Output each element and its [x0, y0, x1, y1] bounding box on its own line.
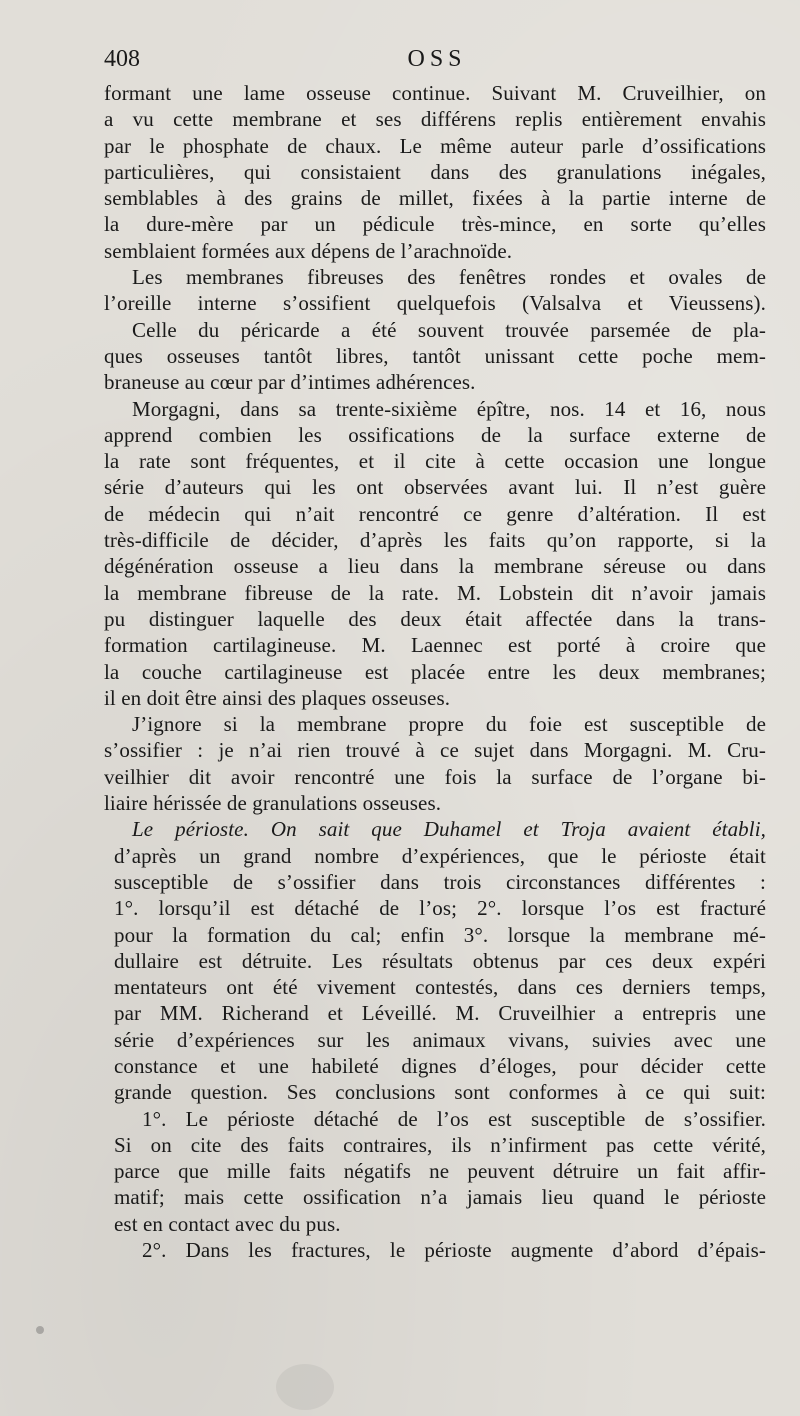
text-line: Morgagni, dans sa trente-sixième épître, nos. 14 et 16, nous: [132, 396, 766, 421]
text-line: Le périoste. On sait que Duhamel et Troja avaient établi,: [132, 817, 766, 842]
text-line: série d’auteurs qui les ont observées avant lui. Il n’est guère: [104, 475, 766, 500]
text-line: dullaire est détruite. Les résultats obtenus par ces deux expéri: [114, 948, 766, 973]
text-line: Celle du péricarde a été souvent trouvée parsemée de pla-: [132, 317, 766, 342]
text-line: l’oreille interne s’ossifient quelquefois (Valsalva et Vieussens).: [104, 291, 766, 316]
text-line: pu distinguer laquelle des deux était affectée dans la trans-: [104, 606, 766, 631]
text-line: veilhier dit avoir rencontré une fois la surface de l’organe bi-: [104, 764, 766, 789]
text-line: particulières, qui consistaient dans des granulations inégales,: [104, 159, 766, 184]
text-line: de médecin qui n’ait rencontré ce genre d’altération. Il est: [104, 501, 766, 526]
text-line: s’ossifier : je n’ai rien trouvé à ce sujet dans Morgagni. M. Cru-: [104, 738, 766, 763]
text-line: est en contact avec du pus.: [114, 1211, 341, 1236]
page-number: 408: [104, 46, 140, 72]
text-line: grande question. Ses conclusions sont conformes à ce qui suit:: [114, 1080, 766, 1105]
text-line: Les membranes fibreuses des fenêtres rondes et ovales de: [132, 265, 766, 290]
page-header: [104, 46, 770, 80]
running-head: OSS: [407, 46, 467, 72]
text-line: par le phosphate de chaux. Le même auteur parle d’ossifications: [104, 133, 766, 158]
text-line: susceptible de s’ossifier dans trois circonstances différentes :: [114, 869, 766, 894]
text-line: mentateurs ont été vivement contestés, dans ces derniers temps,: [114, 975, 766, 1000]
text-line: formant une lame osseuse continue. Suivant M. Cruveilhier, on: [104, 81, 766, 105]
paper-blemish: [276, 1364, 334, 1410]
text-line: la couche cartilagineuse est placée entre les deux membranes;: [104, 659, 766, 684]
text-line: dégénération osseuse a lieu dans la membrane séreuse ou dans: [104, 554, 766, 579]
text-line: a vu cette membrane et ses différens replis entièrement envahis: [104, 107, 766, 132]
text-line: apprend combien les ossifications de la surface externe de: [104, 422, 766, 447]
text-line: très-difficile de décider, d’après les faits qu’on rapporte, si la: [104, 528, 766, 553]
text-line: série d’expériences sur les animaux vivans, suivies avec une: [114, 1027, 766, 1052]
text-line: J’ignore si la membrane propre du foie est susceptible de: [132, 712, 766, 737]
text-line: ques osseuses tantôt libres, tantôt unissant cette poche mem-: [104, 343, 766, 368]
text-line: 2°. Dans les fractures, le périoste augmente d’abord d’épais-: [142, 1238, 766, 1263]
text-line: la dure-mère par un pédicule très-mince, en sorte qu’elles: [104, 212, 766, 237]
text-line: parce que mille faits négatifs ne peuvent détruire un fait affir-: [114, 1159, 766, 1184]
text-line: 1°. Le périoste détaché de l’os est susceptible de s’ossifier.: [142, 1106, 766, 1131]
text-line: constance et une habileté dignes d’éloges, pour décider cette: [114, 1053, 766, 1078]
text-line: par MM. Richerand et Léveillé. M. Cruveilhier a entrepris une: [114, 1001, 766, 1026]
text-line: Si on cite des faits contraires, ils n’infirment pas cette vérité,: [114, 1132, 766, 1157]
text-line: pour la formation du cal; enfin 3°. lorsque la membrane mé-: [114, 922, 766, 947]
text-line: formation cartilagineuse. M. Laennec est porté à croire que: [104, 633, 766, 658]
text-line: semblaient formées aux dépens de l’arachnoïde.: [104, 238, 513, 263]
text-line: d’après un grand nombre d’expériences, que le périoste était: [114, 843, 766, 868]
text-line: braneuse au cœur par d’intimes adhérences.: [104, 370, 476, 395]
text-line: la rate sont fréquentes, et il cite à cette occasion une longue: [104, 449, 766, 474]
text-line: 1°. lorsqu’il est détaché de l’os; 2°. lorsque l’os est fracturé: [114, 896, 766, 921]
text-line: liaire hérissée de granulations osseuses.: [104, 791, 442, 816]
body-text: [104, 80, 766, 1263]
text-line: semblables à des grains de millet, fixées à la partie interne de: [104, 186, 766, 211]
ink-spot: [36, 1326, 44, 1334]
text-line: il en doit être ainsi des plaques osseuses.: [104, 685, 451, 710]
text-line: la membrane fibreuse de la rate. M. Lobstein dit n’avoir jamais: [104, 580, 766, 605]
text-line: matif; mais cette ossification n’a jamais lieu quand le périoste: [114, 1185, 766, 1210]
